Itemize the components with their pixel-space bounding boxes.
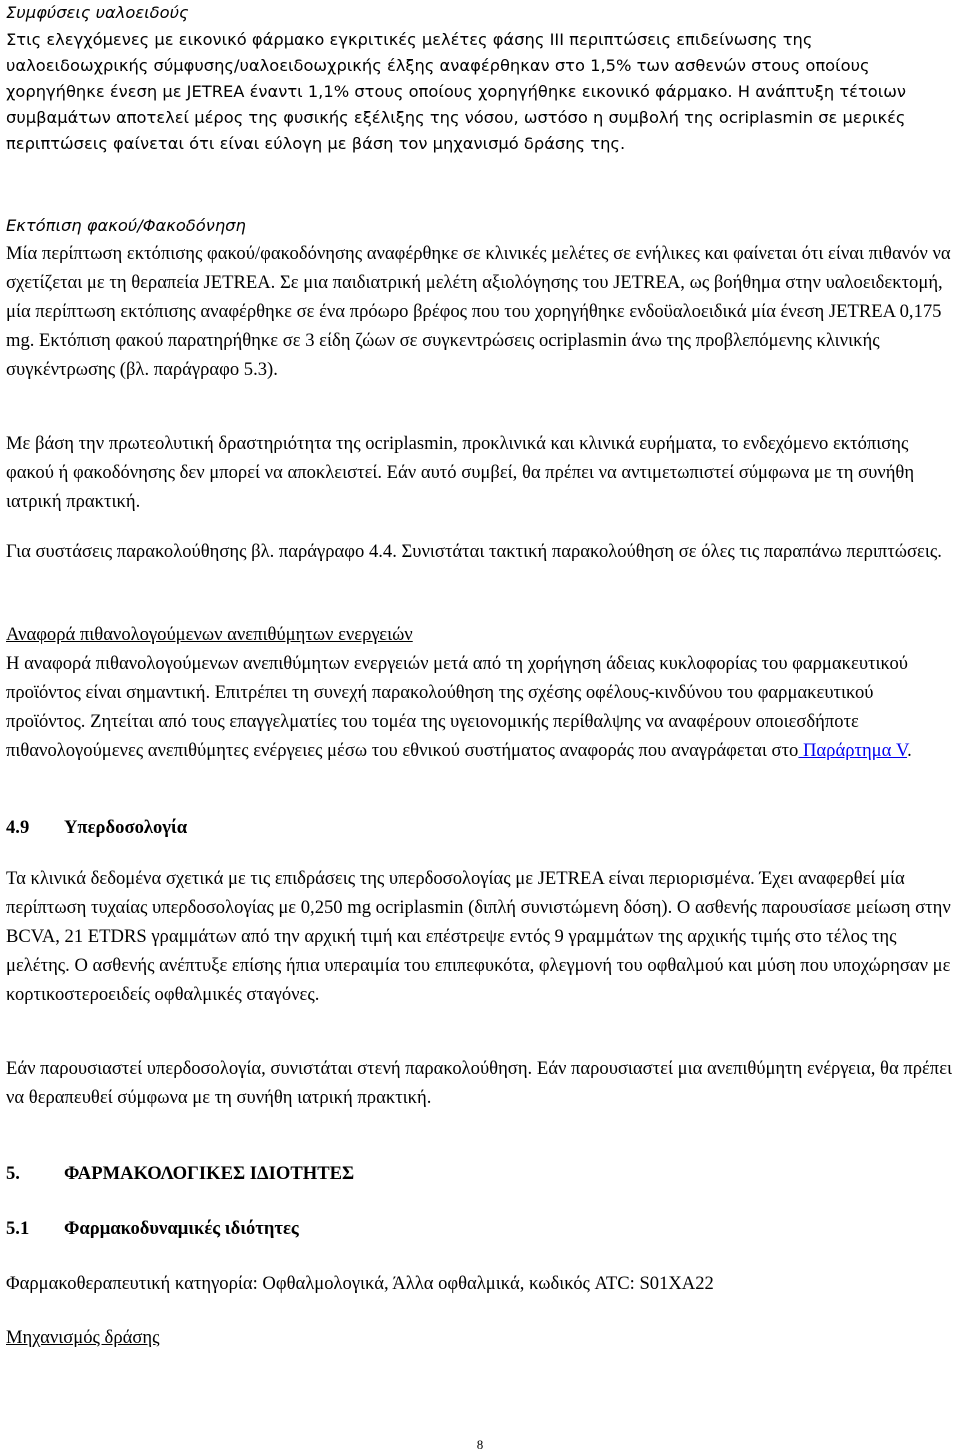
pharmacotherapeutic-category: Φαρμακοθεραπευτική κατηγορία: Οφθαλμολογικά, Άλλα οφθαλμικά, κωδικός ATC: S01XA22 bbox=[6, 1273, 714, 1294]
adhesions-paragraph: Στις ελεγχόμενες με εικονικό φάρμακο εγκριτικές μελέτες φάσης ΙΙΙ περιπτώσεις επιδείνωσης της υαλοειδοωχρικής σύμφυσης/υαλοειδοωχρικής έλξης αναφέρθηκαν στο 1,5% των ασθενών στους οποίους χορηγήθηκε ένεση με JETREA έναντι 1,1% στους οποίους χορηγήθηκε εικονικό φάρμακο. Η ανάπτυξη τέτοιων συμβαμάτων αποτελεί μέρος της φυσικής εξέλιξης της νόσου, ωστόσο η συμβολή της ocriplasmin σε μερικές περιπτώσεις φαίνεται ότι είναι εύλογη με βάση τον μηχανισμό δράσης της. bbox=[6, 30, 906, 153]
lens-title: Εκτόπιση φακού/Φακοδόνηση bbox=[6, 216, 246, 235]
section-5-heading bbox=[6, 1159, 956, 1188]
mechanism-title: Μηχανισμός δράσης bbox=[6, 1327, 160, 1348]
overdose-paragraph-2: Εάν παρουσιαστεί υπερδοσολογία, συνιστάται στενή παρακολούθηση. Εάν παρουσιαστεί μια ανεπιθύμητη ενέργεια, θα πρέπει να θεραπευθεί σύμφωνα με τη συνήθη ιατρική πρακτική. bbox=[6, 1058, 953, 1108]
section-4-9-heading bbox=[6, 813, 956, 842]
section-5-title: ΦΑΡΜΑΚΟΛΟΓΙΚΕΣ ΙΔΙΟΤΗΤΕΣ bbox=[64, 1163, 355, 1184]
page-number: 8 bbox=[476, 1437, 484, 1452]
lens-paragraph-1: Μία περίπτωση εκτόπισης φακού/φακοδόνησης αναφέρθηκε σε κλινικές μελέτες σε ενήλικες και φαίνεται ότι είναι πιθανόν να σχετίζεται με τη θεραπεία JETREA. Σε μια παιδιατρική μελέτη αξιολόγησης του JETREA, ως βοήθημα στην υαλοειδεκτομή, μία περίπτωση εκτόπισης αναφέρθηκε σε ένα πρόωρο βρέφος που του χορηγήθηκε ενδοϋαλοειδικά μία ένεση JETREA 0,175 mg. Εκτόπιση φακού παρατηρήθηκε σε 3 είδη ζώων σε συγκεντρώσεις ocriplasmin άνω της προβλεπόμενης κλινικής συγκέντρωσης (βλ. παράγραφο 5.3). bbox=[6, 243, 951, 380]
section-5-1-number: 5.1 bbox=[6, 1218, 30, 1239]
reporting-end: . bbox=[907, 740, 912, 761]
lens-paragraph-2: Με βάση την πρωτεολυτική δραστηριότητα της ocriplasmin, προκλινικά και κλινικά ευρήματα, το ενδεχόμενο εκτόπισης φακού ή φακοδόνησης δεν μπορεί να αποκλειστεί. Εάν αυτό συμβεί, θα πρέπει να αντιμετωπιστεί σύμφωνα με τη συνήθη ιατρική πρακτική. bbox=[6, 433, 915, 512]
section-4-9-title: Υπερδοσολογία bbox=[64, 817, 188, 838]
reporting-title: Αναφορά πιθανολογούμενων ανεπιθύμητων ενεργειών bbox=[6, 624, 413, 645]
annex-v-link[interactable]: Παράρτημα V bbox=[798, 740, 908, 761]
section-5-number: 5. bbox=[6, 1163, 20, 1184]
overdose-paragraph-1: Τα κλινικά δεδομένα σχετικά με τις επιδράσεις της υπερδοσολογίας με JETREA είναι περιορισμένα. Έχει αναφερθεί μία περίπτωση τυχαίας υπερδοσολογίας με 0,250 mg ocriplasmin (διπλή συνιστώμενη δόση). Ο ασθενής παρουσίασε μείωση στην BCVA, 21 ETDRS γραμμάτων από την αρχική τιμή και επέστρεψε εντός 9 γραμμάτων της αρχικής τιμής στο τέλος της μελέτης. Ο ασθενής ανέπτυξε επίσης ήπια υπεραιμία του επιπεφυκότα, φλεγμονή του οφθαλμού και μύση που υποχώρησαν με κορτικοστεροειδείς οφθαλμικές σταγόνες. bbox=[6, 868, 951, 1005]
reporting-paragraph bbox=[6, 649, 956, 765]
reporting-body: Η αναφορά πιθανολογούμενων ανεπιθύμητων ενεργειών μετά από τη χορήγηση άδειας κυκλοφορίας του φαρμακευτικού προϊόντος είναι σημαντική. Επιτρέπει τη συνεχή παρακολούθηση της σχέσης οφέλους-κινδύνου του φαρμακευτικού προϊόντος. Ζητείται από τους επαγγελματίες του τομέα της υγειονομικής περίθαλψης να αναφέρουν οποιεσδήποτε πιθανολογούμενες ανεπιθύμητες ενέργειες μέσω του εθνικού συστήματος αναφοράς που αναγράφεται στο bbox=[6, 653, 908, 761]
adhesions-title: Συμφύσεις υαλοειδούς bbox=[6, 3, 189, 22]
section-4-9-number: 4.9 bbox=[6, 817, 30, 838]
section-5-1-heading bbox=[6, 1214, 956, 1243]
section-5-1-title: Φαρμακοδυναμικές ιδιότητες bbox=[64, 1218, 299, 1239]
lens-paragraph-3: Για συστάσεις παρακολούθησης βλ. παράγραφο 4.4. Συνιστάται τακτική παρακολούθηση σε όλες τις παραπάνω περιπτώσεις. bbox=[6, 541, 942, 562]
